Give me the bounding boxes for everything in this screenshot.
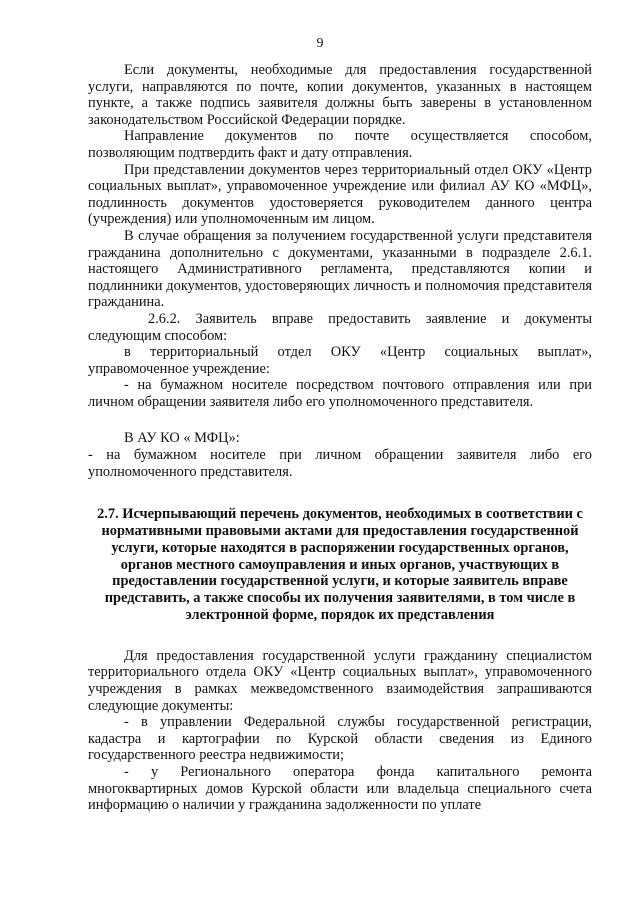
paragraph-mfc: В АУ КО « МФЦ»:	[124, 430, 240, 447]
paragraph-interagency: Для предоставления государственной услуги гражданину специалистом территориального отдела ОКУ «Центр социальных выплат», управомоченного учреждения в рамках межведомственного взаимодействия запрашиваются следующие документы:	[88, 647, 592, 714]
paragraph-territorial-office: в территориальный отдел ОКУ «Центр социальных выплат», управомоченное учреждение:	[88, 344, 592, 377]
page-number: 9	[316, 36, 324, 51]
paragraph-mail-documents: Если документы, необходимые для предоставления государственной услуги, направляются по почте, копии документов, указанных в настоящем пункте, а также подпись заявителя должны быть заверены в установленном законодательством Российской Федерации порядке.	[88, 62, 592, 128]
paragraph-representative: В случае обращения за получением государственной услуги представителя гражданина дополнительно с документами, указанными в подразделе 2.6.1. настоящего Административного регламента, представляются копии и подлинники документов, удостоверяющих личность и полномочия представителя гражданина.	[88, 227, 592, 311]
list-item-capital-repair: - у Регионального оператора фонда капитального ремонта многоквартирных домов Курской области или владельца специального счета информацию о наличии у гражданина задолженности по уплате	[88, 763, 592, 814]
list-item-paper-personal: - на бумажном носителе при личном обращении заявителя либо его уполномоченного представителя.	[88, 447, 592, 480]
paragraph-mail-method: Направление документов по почте осуществляется способом, позволяющим подтвердить факт и дату отправления.	[88, 128, 592, 161]
paragraph-authenticity: При представлении документов через территориальный отдел ОКУ «Центр социальных выплат», управомоченное учреждение или филиал АУ КО «МФЦ», подлинность документов удостоверяется руководителем данного центра (учреждения) или уполномоченным им лицом.	[88, 161, 592, 228]
list-item-rosreestr: - в управлении Федеральной службы государственной регистрации, кадастра и картографии по Курской области сведения из Единого государственного реестра недвижимости;	[88, 714, 592, 764]
list-item-paper-mail: - на бумажном носителе посредством почтового отправления или при личном обращении заявителя либо его уполномоченного представителя.	[88, 377, 592, 410]
document-body	[88, 62, 592, 814]
paragraph-2-6-2: 2.6.2. Заявитель вправе предоставить заявление и документы следующим способом:	[88, 310, 592, 344]
section-heading-2-7: 2.7. Исчерпывающий перечень документов, необходимых в соответствии с нормативными правовыми актами для предоставления государственной услуги, которые находятся в распоряжении государственных органов, органов местного самоуправления и иных органов, участвующих в предоставлении государственной услуги, и которые заявитель вправе представить, а также способы их получения заявителями, в том числе в электронной форме, порядок их представления	[97, 506, 583, 624]
